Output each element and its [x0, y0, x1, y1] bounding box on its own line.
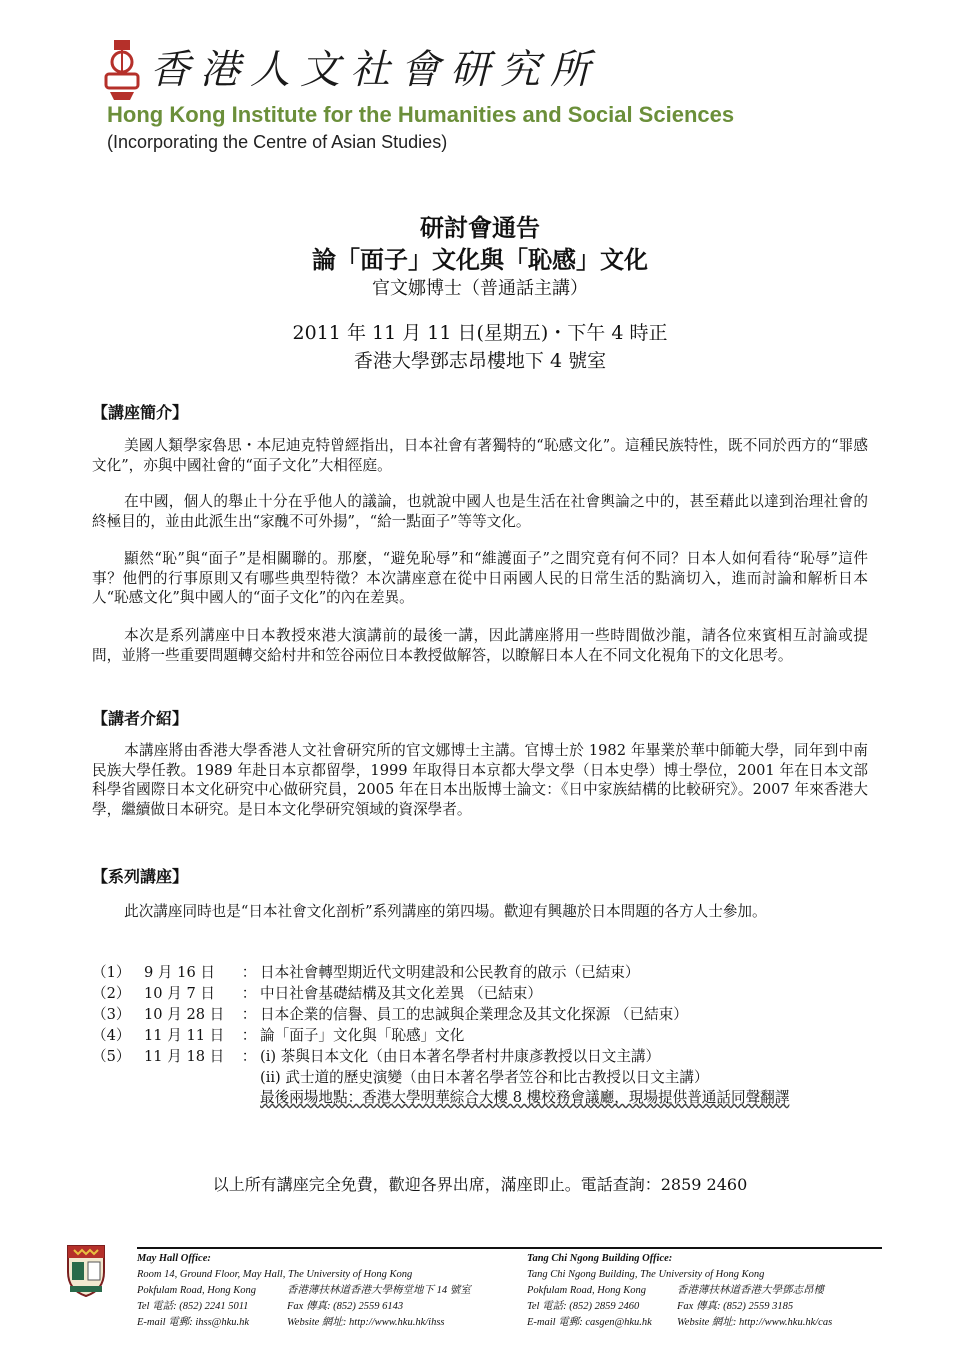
schedule-number: （4）	[92, 1027, 131, 1044]
final-venue-text: 最後兩場地點：香港大學明華綜合大樓 8 樓校務會議廳，現場提供普通話同聲翻譯	[260, 1089, 790, 1106]
notice-title: 研討會通告	[420, 213, 540, 242]
footer-right-line2a: Pokfulam Road, Hong Kong	[527, 1285, 646, 1296]
hku-crest-logo	[64, 1242, 108, 1298]
lecture-title: 論「面子」文化與「恥感」文化	[312, 245, 648, 274]
schedule-row	[92, 1004, 882, 1025]
schedule-date: 11 月 11 日	[144, 1027, 225, 1044]
footer-left-heading: May Hall Office:	[137, 1253, 211, 1264]
speaker-paragraph: 本講座將由香港大學香港人文社會研究所的官文娜博士主講。官博士於 1982 年畢業於華中師範大學，同年到中南民族大學任教。1989 年赴日本京都留學，1999 年取得日本京都大學文學（日本史學）博士學位，2001 年在日本文部科學省國際日本文化研究中心做研究員，2005 年在日本出版博士論文：《日中家族結構的比較研究》。2007 年來香港大學，繼續做日本研究。是日本文化學研究領域的資深學者。	[92, 742, 868, 818]
footer-right-heading: Tang Chi Ngong Building Office:	[527, 1253, 673, 1264]
footer-right-tel: Tel 電話: (852) 2859 2460	[527, 1301, 640, 1312]
schedule-topic: (i) 茶與日本文化（由日本著名學者村井康彥教授以日文主講）	[260, 1048, 661, 1065]
footer-may-hall	[137, 1251, 471, 1331]
schedule-date: 11 月 18 日	[144, 1048, 225, 1065]
schedule-date: 9 月 16 日	[144, 964, 215, 981]
footer-right-email[interactable]: E-mail 電郵: casgen@hku.hk	[527, 1317, 652, 1328]
speaker-heading: 【講者介紹】	[92, 709, 189, 728]
final-venue-note	[92, 1088, 872, 1108]
schedule-number: （2）	[92, 985, 131, 1002]
schedule-topic: 日本企業的信譽、員工的忠誠與企業理念及其文化探源 （已結束）	[260, 1006, 688, 1023]
institute-name-chinese: 香港人文社會研究所	[150, 47, 600, 93]
footer-left-tel: Tel 電話: (852) 2241 5011	[137, 1301, 249, 1312]
venue-line: 香港大學鄧志昂樓地下 4 號室	[353, 350, 607, 372]
footer-divider	[137, 1247, 882, 1249]
institute-subtitle: (Incorporating the Centre of Asian Studies)	[107, 132, 448, 152]
schedule-colon: ：	[241, 1006, 257, 1023]
schedule-extra-line: (ii) 武士道的歷史演變（由日本著名學者笠谷和比古教授以日文主講）	[260, 1069, 709, 1086]
speaker-line: 官文娜博士（普通話主講）	[372, 278, 588, 299]
intro-paragraph: 美國人類學家魯思・本尼迪克特曾經指出，日本社會有著獨特的“恥感文化”。這種民族特性，既不同於西方的“罪感文化”，亦與中國社會的“面子文化”大相徑庭。	[92, 437, 868, 474]
footer-right-fax: Fax 傳真: (852) 2559 3185	[677, 1301, 794, 1312]
footer-left-line2b: 香港薄扶林道香港大學梅堂地下 14 號室	[287, 1285, 471, 1296]
schedule-date: 10 月 7 日	[144, 985, 215, 1002]
footer-left-website[interactable]: Website 網址: http://www.hku.hk/ihss	[287, 1317, 445, 1328]
intro-paragraph: 在中國，個人的舉止十分在乎他人的議論，也就說中國人也是生活在社會輿論之中的，甚至藉此以達到治理社會的終極目的，並由此派生出“家醜不可外揚”，“給一點面子”等等文化。	[92, 493, 868, 530]
footer-left-line2a: Pokfulam Road, Hong Kong	[137, 1285, 256, 1296]
schedule-row	[92, 962, 882, 983]
date-line: 2011 年 11 月 11 日(星期五)・下午 4 時正	[292, 322, 668, 344]
footer-left-fax: Fax 傳真: (852) 2559 6143	[287, 1301, 404, 1312]
schedule-date: 10 月 28 日	[144, 1006, 225, 1023]
footer-right-website[interactable]: Website 網址: http://www.hku.hk/cas	[677, 1317, 833, 1328]
closing-note: 以上所有講座完全免費，歡迎各界出席，滿座即止。電話查詢：2859 2460	[212, 1175, 748, 1194]
series-heading: 【系列講座】	[92, 867, 189, 886]
intro-paragraph: 顯然“恥”與“面子”是相關聯的。那麼，“避免恥辱”和“維護面子”之間究竟有何不同？日本人如何看待“恥辱”這件事？他們的行事原則又有哪些典型特徵？本次講座意在從中日兩國人民的日常生活的點滴切入，進而討論和解析日本人“恥感文化”與中國人的“面子文化”的內在差異。	[92, 550, 868, 606]
schedule-row	[92, 1046, 882, 1067]
schedule-topic: 中日社會基礎結構及其文化差異 （已結束）	[260, 985, 542, 1002]
intro-paragraph: 本次是系列講座中日本教授來港大演講前的最後一講，因此講座將用一些時間做沙龍，請各位來賓相互討論或提問，並將一些重要問題轉交給村井和笠谷兩位日本教授做解答，以瞭解日本人在不同文化視角下的文化思考。	[92, 627, 868, 664]
lecture-schedule	[92, 962, 882, 1108]
schedule-number: （3）	[92, 1006, 131, 1023]
schedule-topic: 日本社會轉型期近代文明建設和公民教育的啟示（已結束）	[260, 964, 640, 981]
footer-left-line1: Room 14, Ground Floor, May Hall, The University of Hong Kong	[137, 1269, 413, 1280]
intro-heading: 【講座簡介】	[92, 403, 189, 422]
footer-tang-chi-ngong	[527, 1251, 832, 1331]
series-paragraph: 此次講座同時也是“日本社會文化剖析”系列講座的第四場。歡迎有興趣於日本問題的各方人士參加。	[124, 903, 767, 920]
schedule-topic: 論「面子」文化與「恥感」文化	[260, 1027, 465, 1044]
institute-seal-logo	[100, 38, 144, 102]
schedule-colon: ：	[241, 985, 257, 1002]
schedule-colon: ：	[241, 1027, 257, 1044]
footer-right-line2b: 香港薄扶林道香港大學鄧志昂樓	[677, 1285, 824, 1296]
footer-left-email[interactable]: E-mail 電郵: ihss@hku.hk	[137, 1317, 250, 1328]
institute-name-english: Hong Kong Institute for the Humanities and Social Sciences	[107, 102, 735, 127]
schedule-colon: ：	[241, 1048, 257, 1065]
schedule-number: （5）	[92, 1048, 131, 1065]
schedule-row	[92, 983, 882, 1004]
schedule-row	[92, 1025, 882, 1046]
footer-right-line1: Tang Chi Ngong Building, The University of Hong Kong	[527, 1269, 765, 1280]
schedule-colon: ：	[241, 964, 257, 981]
schedule-number: （1）	[92, 964, 131, 981]
